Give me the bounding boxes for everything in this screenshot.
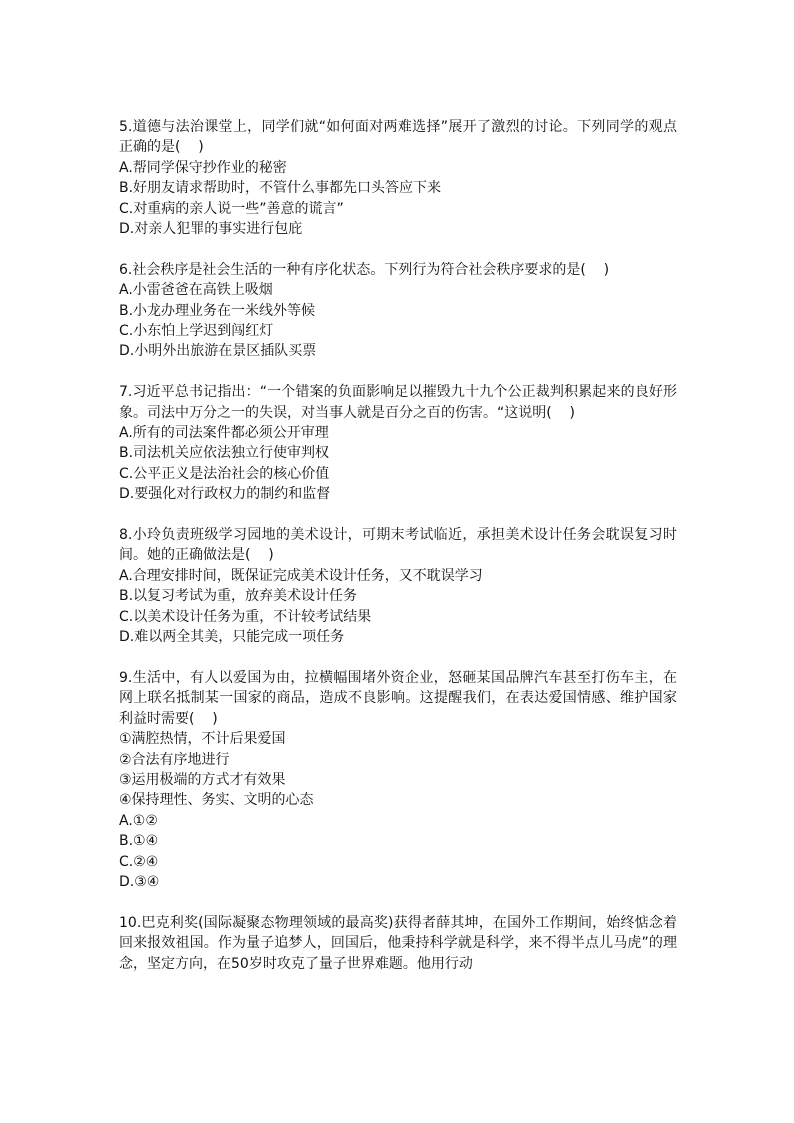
option-c: C.对重病的亲人说一些”善意的谎言” — [119, 200, 344, 217]
option-b: B.小龙办理业务在一米线外等候 — [119, 302, 316, 319]
question-stem: 5.道德与法治课堂上，同学们就“如何面对两难选择”展开了激烈的讨论。下列同学的观点正确的是( ) — [119, 119, 677, 156]
question-9 — [119, 668, 677, 892]
option-d: D.要强化对行政权力的制约和监督 — [119, 486, 331, 503]
option-d: D.小明外出旅游在景区插队买票 — [119, 343, 317, 360]
question-stem: 8.小玲负责班级学习园地的美术设计，可期末考试临近，承担美术设计任务会耽误复习时间。她的正确做法是( ) — [119, 527, 677, 564]
statement-3: ③运用极端的方式才有效果 — [119, 771, 286, 788]
option-b: B.司法机关应依法独立行使审判权 — [119, 445, 330, 462]
option-a: A.①② — [119, 812, 158, 829]
option-c: C.小东怕上学迟到闯红灯 — [119, 323, 274, 340]
option-d: D.难以两全其美，只能完成一项任务 — [119, 629, 345, 646]
option-a: A.帮同学保守抄作业的秘密 — [119, 159, 287, 176]
question-stem: 6.社会秩序是社会生活的一种有序化状态。下列行为符合社会秩序要求的是( ) — [119, 261, 610, 278]
option-a: A.合理安排时间，既保证完成美术设计任务，又不耽误学习 — [119, 567, 483, 584]
question-8 — [119, 525, 677, 647]
question-6 — [119, 260, 677, 362]
question-10 — [119, 913, 677, 974]
question-stem: 10.巴克利奖(国际凝聚态物理领域的最高奖)获得者薛其坤，在国外工作期间，始终惦念着回来报效祖国。作为量子追梦人，回国后，他秉持科学就是科学，来不得半点儿马虎”的理念，坚定方向，在50岁时攻克了量子世界难题。他用行动 — [119, 914, 677, 972]
question-7 — [119, 382, 677, 504]
option-d: D.③④ — [119, 873, 160, 890]
option-a: A.所有的司法案件都必须公开审理 — [119, 425, 329, 442]
question-list — [119, 117, 677, 994]
question-stem: 7.习近平总书记指出：“一个错案的负面影响足以摧毁九十九个公正裁判积累起来的良好形象。司法中万分之一的失误，对当事人就是百分之百的伤害。“这说明( ) — [119, 384, 677, 421]
statement-4: ④保持理性、务实、文明的心态 — [119, 792, 314, 809]
option-c: C.公平正义是法治社会的核心价值 — [119, 465, 330, 482]
option-a: A.小雷爸爸在高铁上吸烟 — [119, 282, 273, 299]
option-d: D.对亲人犯罪的事实进行包庇 — [119, 221, 303, 238]
question-stem: 9.生活中，有人以爱国为由，拉横幅围堵外资企业，怒砸某国品牌汽车甚至打伤车主，在网上联名抵制某一国家的商品，造成不良影响。这提醒我们，在表达爱国情感、维护国家利益时需要( ) — [119, 669, 677, 727]
question-5 — [119, 117, 677, 239]
option-c: C.以美术设计任务为重，不计较考试结果 — [119, 608, 372, 625]
statement-2: ②合法有序地进行 — [119, 751, 230, 768]
option-b: B.以复习考试为重，放弃美术设计任务 — [119, 588, 358, 605]
statement-1: ①满腔热情，不计后果爱国 — [119, 731, 286, 748]
option-b: B.好朋友请求帮助时，不管什么事都先口头答应下来 — [119, 180, 442, 197]
option-c: C.②④ — [119, 853, 159, 870]
option-b: B.①④ — [119, 833, 159, 850]
